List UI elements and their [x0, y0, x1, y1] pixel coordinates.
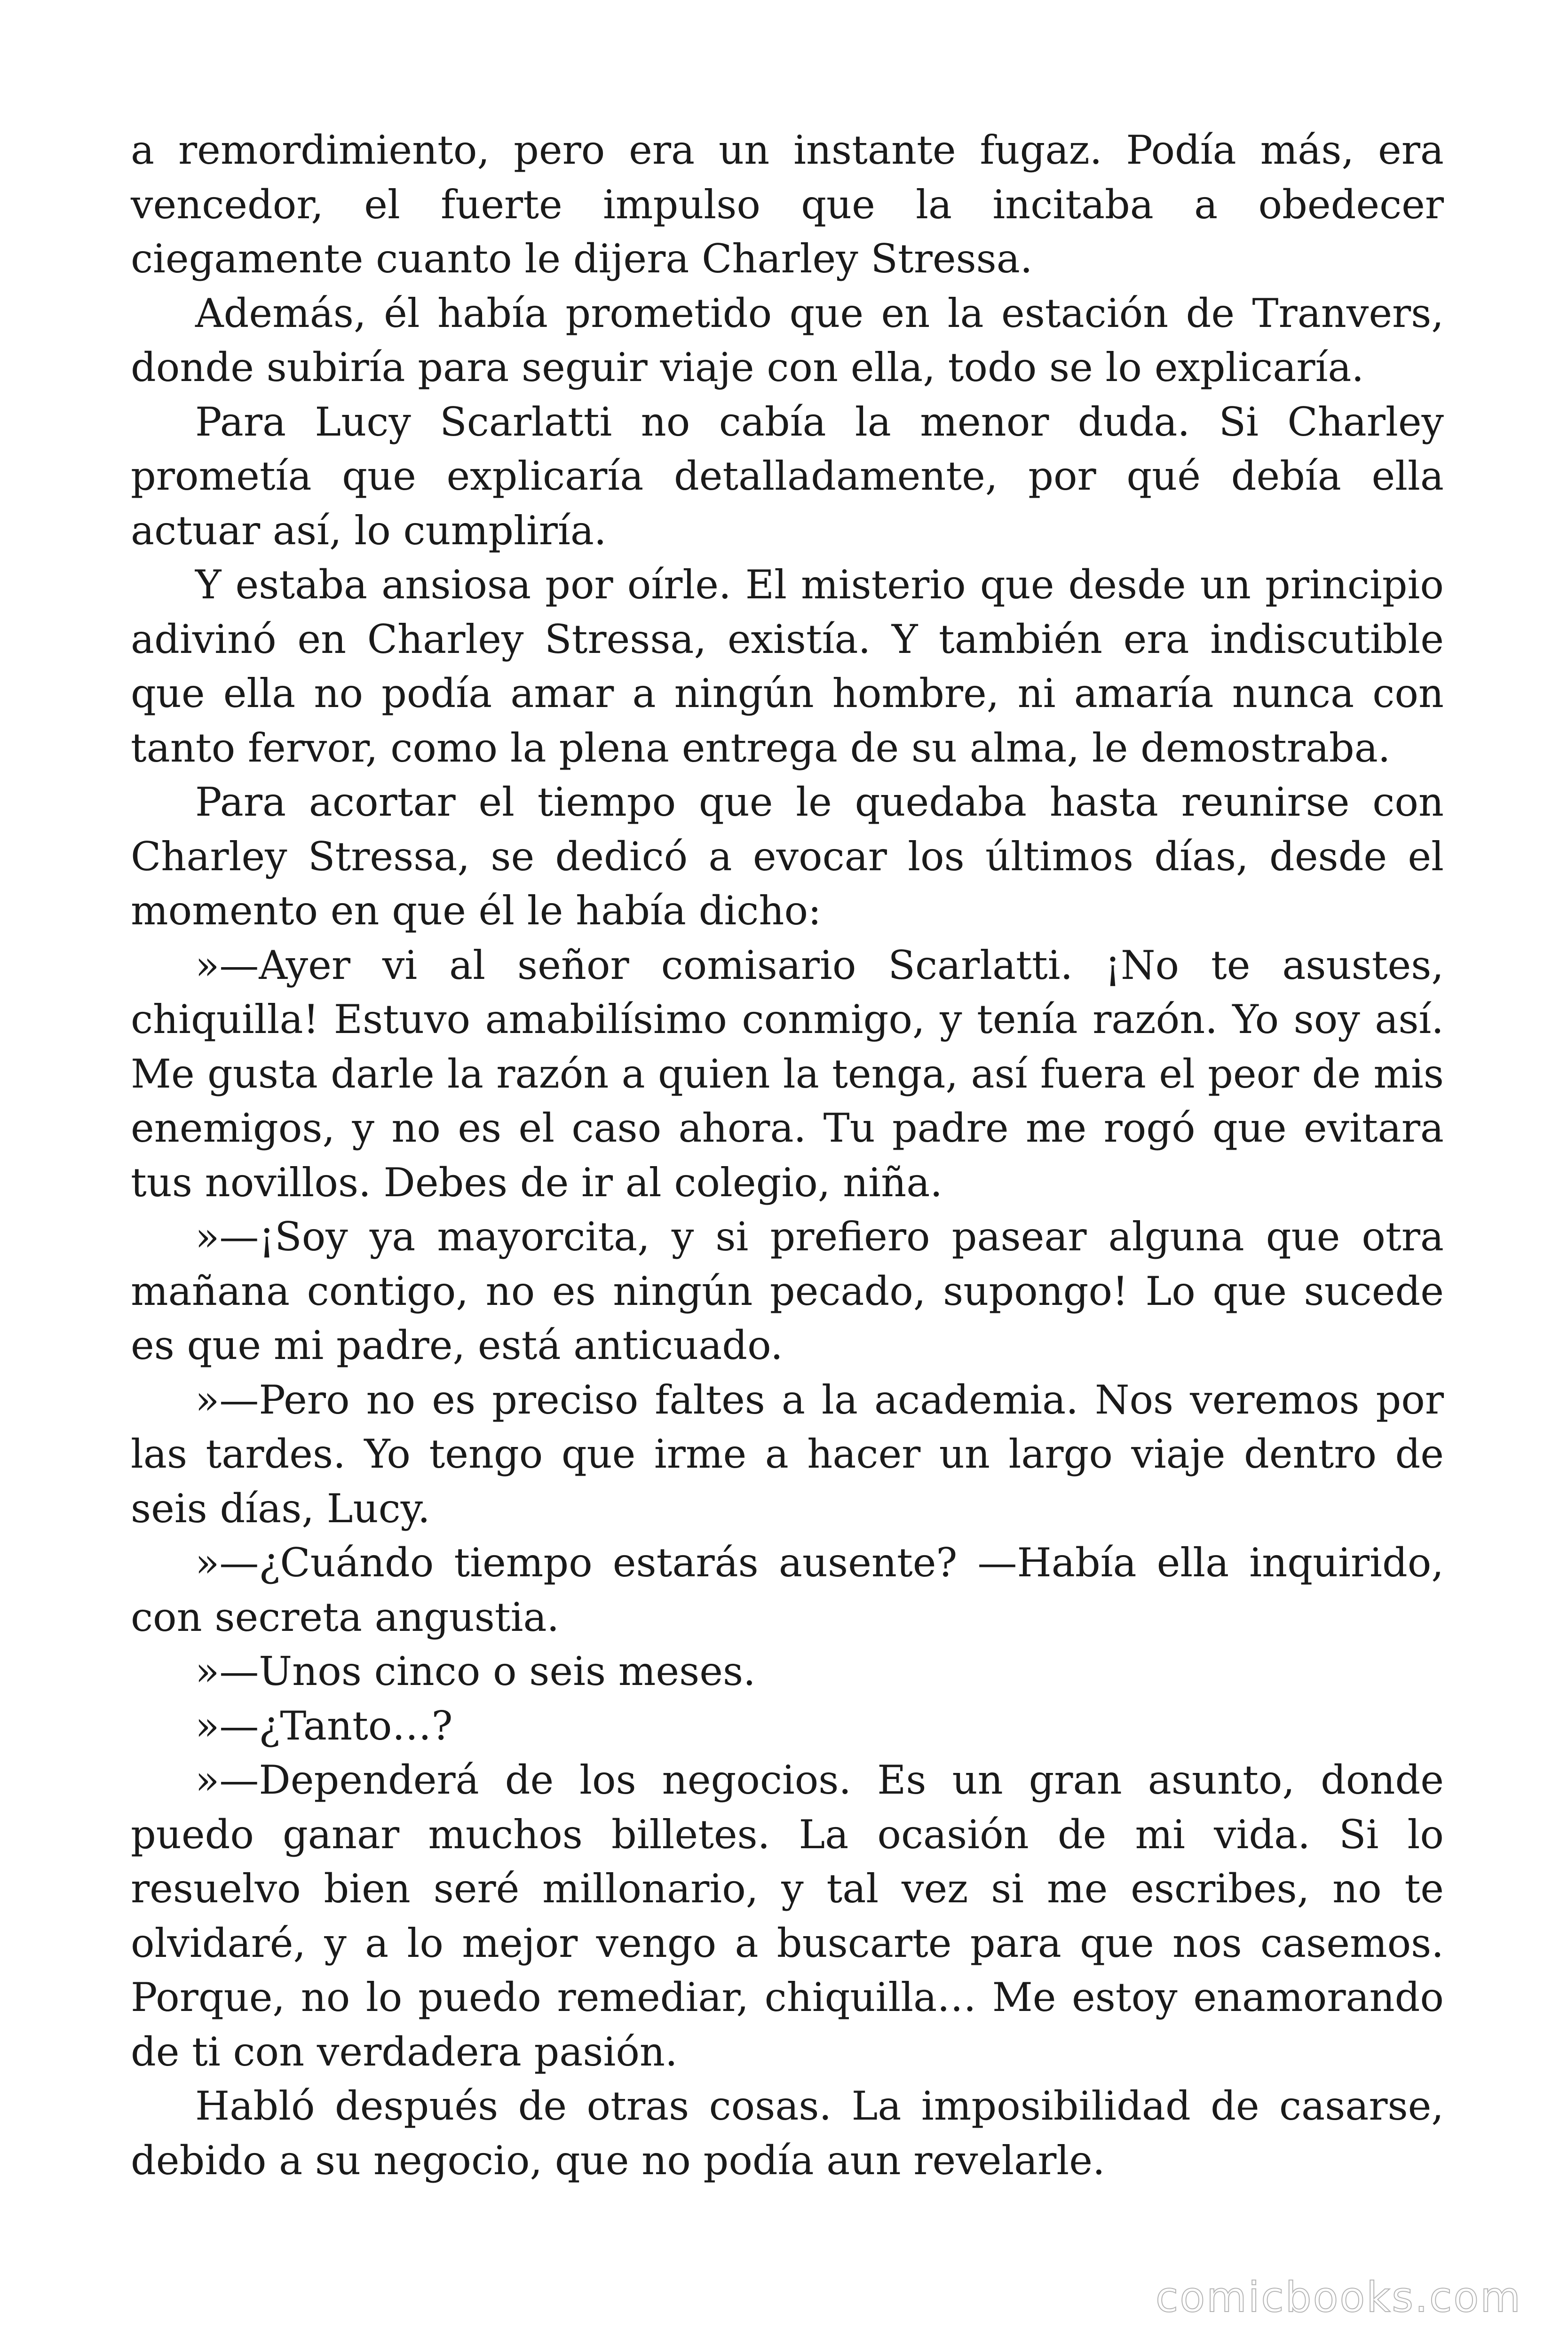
dialogue-paragraph: »—Pero no es preciso faltes a la academia. Nos veremos por las tardes. Yo tengo que irme a hacer un largo viaje dentro de seis días, Lucy. [131, 1376, 1444, 1532]
watermark-text: comicbooks.com [1155, 2273, 1522, 2321]
paragraph: Para acortar el tiempo que le quedaba hasta reunirse con Charley Stressa, se dedicó a evocar los últimos días, desde el momento en que él le había dicho: [131, 779, 1444, 934]
dialogue-paragraph: »—¿Cuándo tiempo estarás ausente? —Había ella inquirido, con secreta angustia. [131, 1540, 1444, 1640]
paragraph: Además, él había prometido que en la estación de Tranvers, donde subiría para seguir viaje con ella, todo se lo explicaría. [131, 290, 1444, 390]
dialogue-paragraph: »—¿Tanto…? [195, 1702, 453, 1749]
dialogue-paragraph: »—¡Soy ya mayorcita, y si prefiero pasear alguna que otra mañana contigo, no es ningún pecado, supongo! Lo que sucede es que mi padre, está anticuado. [131, 1214, 1444, 1368]
dialogue-paragraph: »—Unos cinco o seis meses. [195, 1648, 756, 1694]
paragraph: Para Lucy Scarlatti no cabía la menor duda. Si Charley prometía que explicaría detalladamente, por qué debía ella actuar así, lo cumpliría. [131, 398, 1444, 554]
dialogue-paragraph: »—Dependerá de los negocios. Es un gran asunto, donde puedo ganar muchos billetes. La ocasión de mi vida. Si lo resuelvo bien seré millonario, y tal vez si me escribes, no te olvidaré, y a lo mejor vengo a buscarte para que nos casemos. Porque, no lo puedo remediar, chiquilla… Me estoy enamorando de ti con verdadera pasión. [131, 1757, 1444, 2075]
paragraph: Habló después de otras cosas. La imposibilidad de casarse, debido a su negocio, que no podía aun revelarle. [131, 2083, 1444, 2184]
dialogue-paragraph: »—Ayer vi al señor comisario Scarlatti. ¡No te asustes, chiquilla! Estuvo amabilísimo conmigo, y tenía razón. Yo soy así. Me gusta darle la razón a quien la tenga, así fuera el peor de mis enemigos, y no es el caso ahora. Tu padre me rogó que evitara tus novillos. Debes de ir al colegio, niña. [131, 942, 1444, 1206]
paragraph: Y estaba ansiosa por oírle. El misterio que desde un principio adivinó en Charley Stressa, existía. Y también era indiscutible que ella no podía amar a ningún hombre, ni amaría nunca con tanto fervor, como la plena entrega de su alma, le demostraba. [131, 562, 1444, 771]
body-text [131, 123, 1444, 2188]
paragraph: a remordimiento, pero era un instante fugaz. Podía más, era vencedor, el fuerte impulso que la incitaba a obedecer ciegamente cuanto le dijera Charley Stressa. [131, 127, 1444, 282]
